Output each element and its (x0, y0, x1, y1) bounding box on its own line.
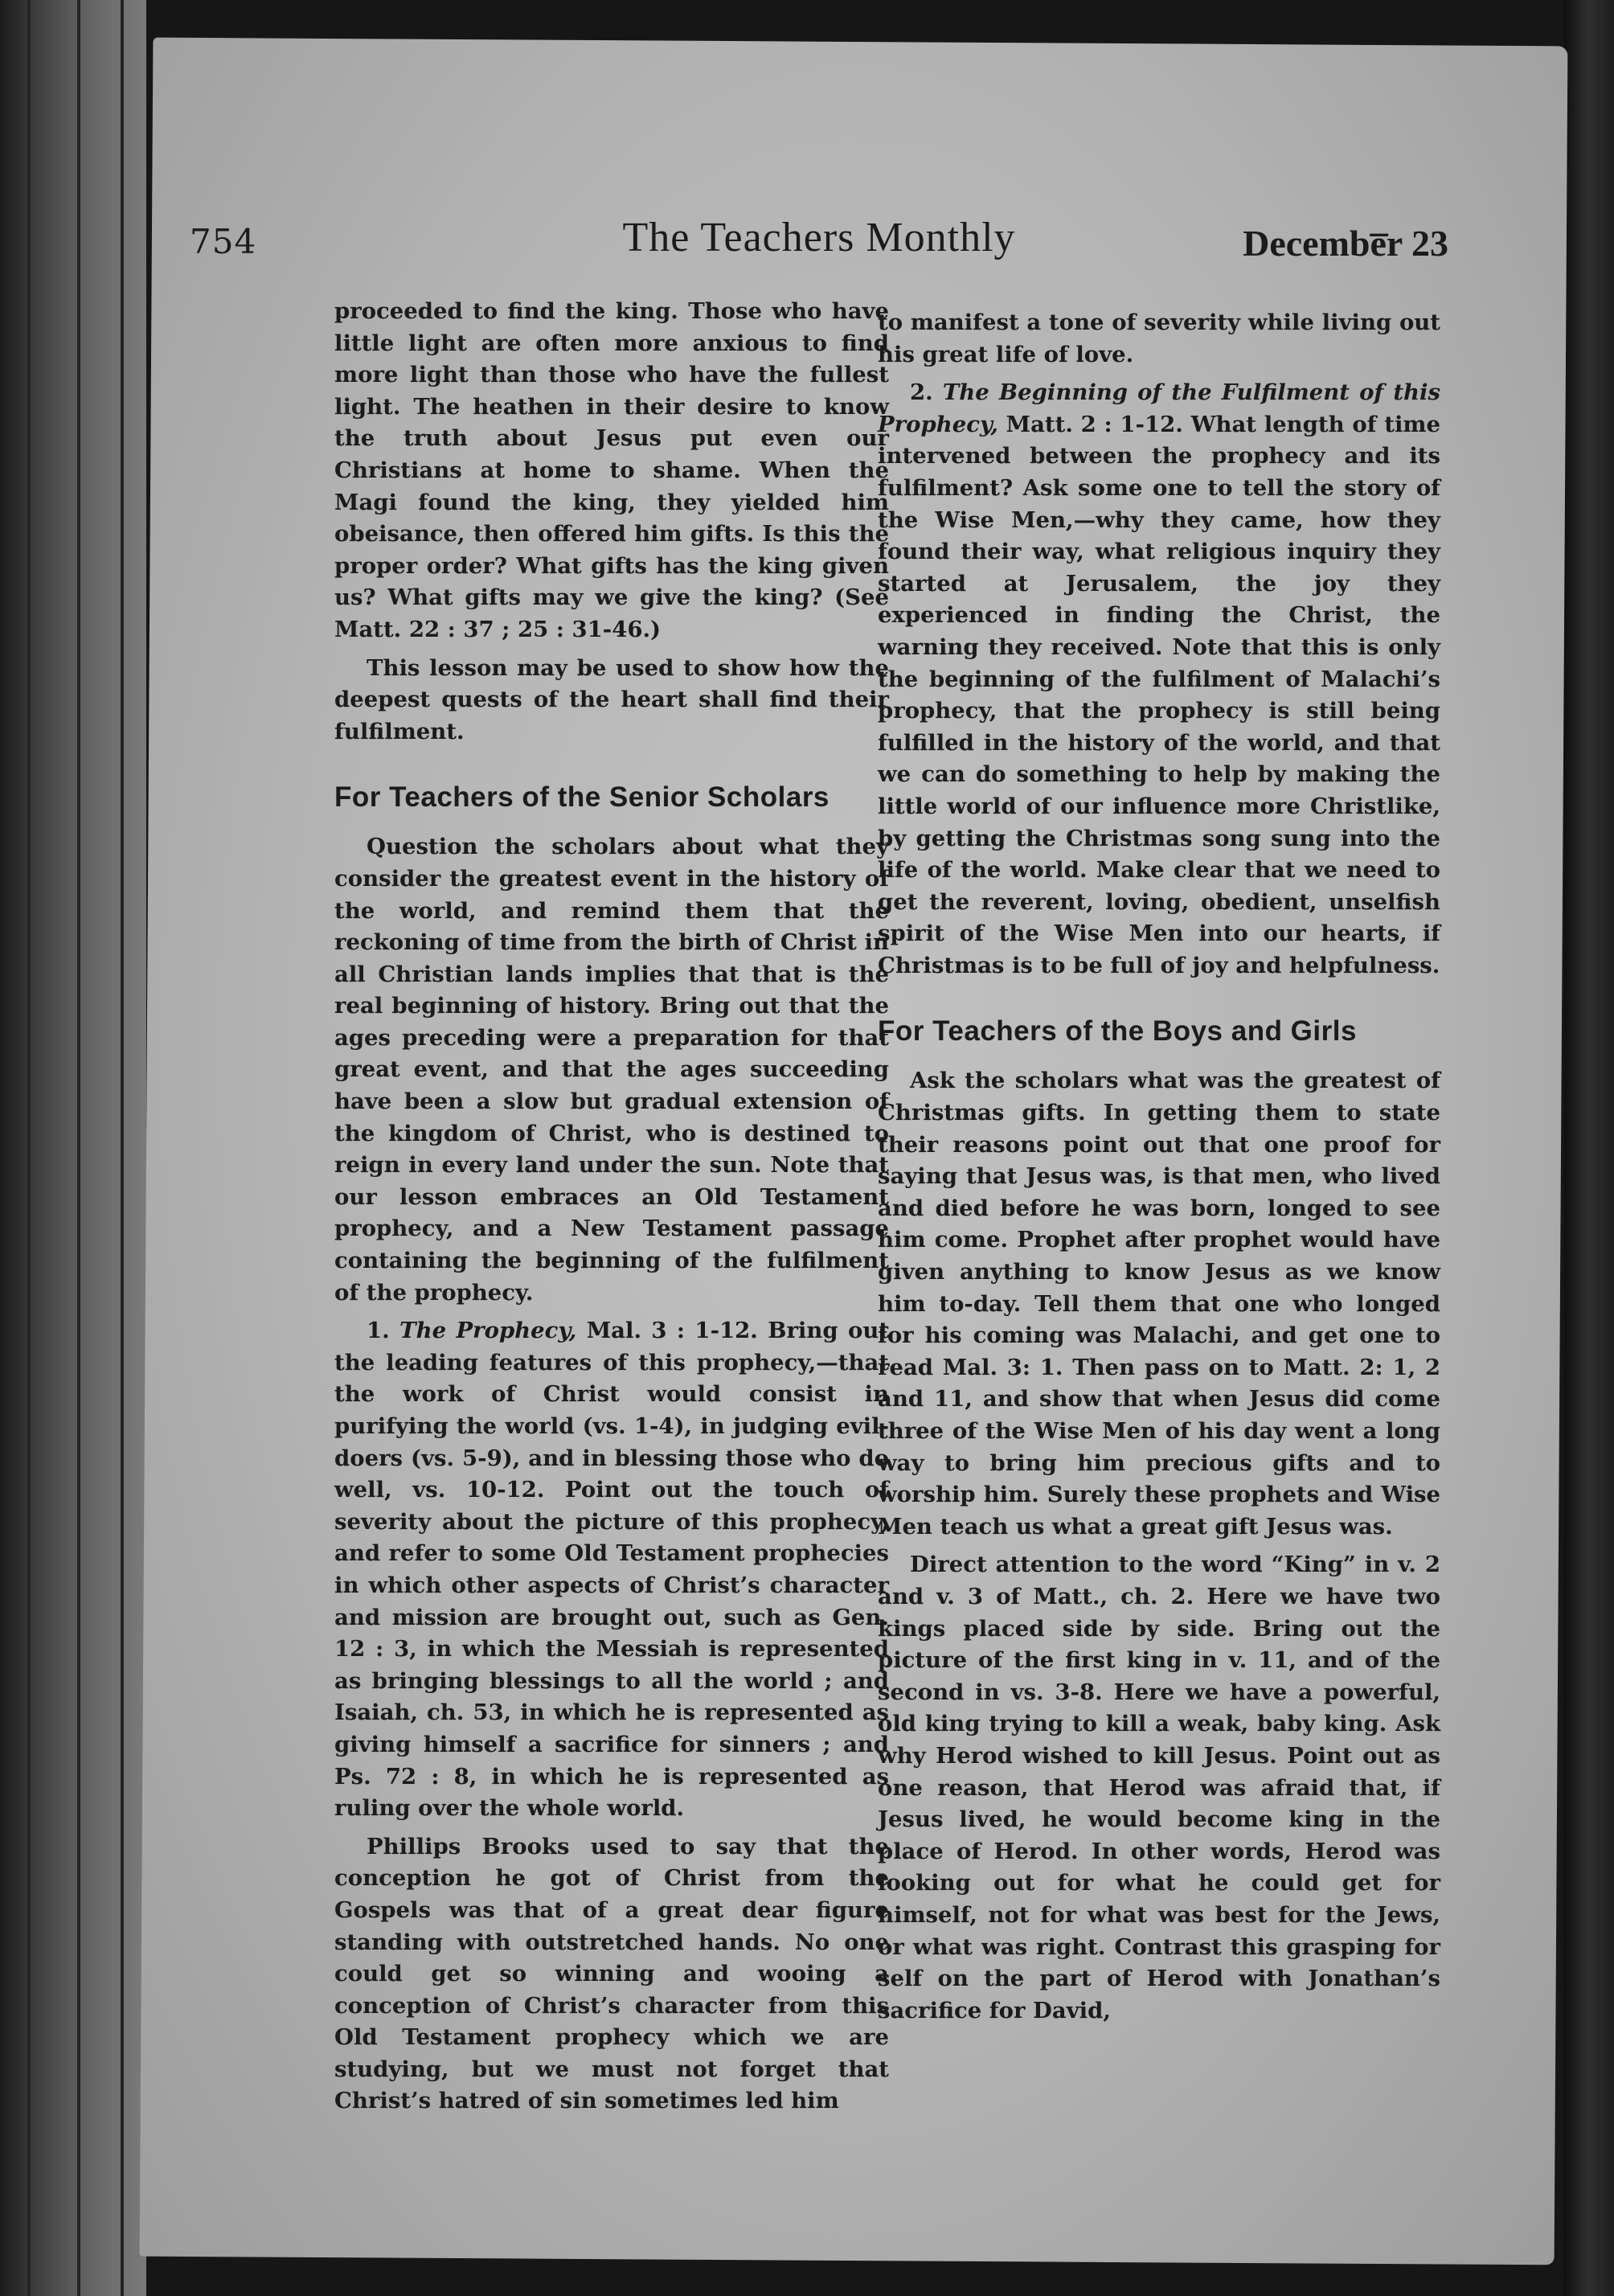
paragraph-text: Mal. 3 : 1-12. Bring out the leading features of this prophecy,—that the work of Christ would consist in purifying the world (vs. 1-4), in judging evil-doers (vs. 5-9), and in blessing those who do well, vs. 10-12. Point out the touch of severity about the picture of this prophecy, and refer to some Old Testament prophecies in which other aspects of Christ’s character and mission are brought out, such as Gen. 12 : 3, in which the Messiah is represented as bringing blessings to all the world ; and Isaiah, ch. 53, in which he is represented as giving himself a sacrifice for sinners ; and Ps. 72 : 8, in which he is represented as ruling over the whole world. (334, 1318, 890, 1822)
paragraph: Ask the scholars what was the greatest of Christmas gifts. In getting them to state their reasons point out that one proof for saying that Jesus was, is that men, who lived and died before he was born, longed to see him come. Prophet after prophet would have given anything to know Jesus as we know him to-day. Tell them that one who longed for his coming was Malachi, and get one to read Mal. 3: 1. Then pass on to Matt. 2: 1, 2 and 11, and show that when Jesus did come three of the Wise Men of his day went a long way to bring him precious gifts and to worship him. Surely these prophets and Wise Men teach us what a great gift Jesus was. (878, 1068, 1440, 1540)
paragraph: proceeded to find the king. Those who have little light are often more anxious to find more light than those who have the fullest light. The heathen in their desire to know the truth about Jesus put even our Christians at home to shame. When the Magi found the king, they yielded him obeisance, then offered him gifts. Is this the proper order? What gifts has the king given us? What gifts may we give the king? (See Matt. 22 : 37 ; 25 : 31-46.) (334, 298, 889, 642)
running-title: The Teachers Monthly (622, 215, 1016, 260)
item-number: 1. (367, 1318, 390, 1344)
section-heading: For Teachers of the Boys and Girls (878, 1015, 1357, 1048)
paragraph: Direct attention to the word “King” in v. 2 and v. 3 of Matt., ch. 2. Here we have two kings placed side by side. Bring out the picture of the first king in v. 11, and of the second in vs. 3-8. Here we have a powerful, old king trying to kill a weak, baby king. Ask why Herod wished to kill Jesus. Point out as one reason, that Herod was afraid that, if Jesus lived, he would become king in the place of Herod. In other words, Herod was looking out for what he could get for himself, not for what was best for the Jews, or what was right. Contrast this grasping for self on the part of Herod with Jonathan’s sacrifice for David, (878, 1552, 1440, 2023)
book-spine (0, 0, 146, 2296)
spine-edge-line (77, 0, 80, 2296)
paragraph-text: Matt. 2 : 1-12. What length of time intervened between the prophecy and its fulfilment? Ask some one to tell the story of the Wise Men,—why they came, how they found their way, what religious inquiry they started at Jerusalem, the joy they experienced in finding the Christ, the warning they received. Note that this is only the beginning of the fulfilment of Malachi’s prophecy, that the prophecy is still being fulfilled in the history of the world, and that we can do something to help by making the little world of our influence more Christlike, by getting the Christmas song sung into the life of the world. Make clear that we need to get the reverent, loving, obedient, unselfish spirit of the Wise Men into our hearts, if Christmas is to be full of joy and helpfulness. (878, 411, 1440, 978)
subsection-lead: The Beginning of the Fulfilment of this Prophecy, (878, 379, 1440, 437)
issue-date: Decembe̅r 23 (1243, 223, 1448, 264)
paragraph: This lesson may be used to show how the deepest quests of the heart shall find their fulfilment. (334, 654, 889, 744)
paragraph (334, 1315, 889, 1825)
paragraph (878, 377, 1440, 982)
paragraph: to manifest a tone of severity while living out his great life of love. (878, 310, 1440, 367)
page-number: 754 (190, 222, 257, 261)
facing-page-edge (1564, 0, 1614, 2296)
paragraph: Question the scholars about what they consider the greatest event in the history of the world, and remind them that the reckoning of time from the birth of Christ in all Christian lands implies that that is the real beginning of history. Bring out that the ages preceding were a preparation for that great event, and that the ages succeeding have been a slow but gradual extension of the kingdom of Christ, who is destined to reign in every land under the sun. Note that our lesson embraces an Old Testament prophecy, and a New Testament passage containing the beginning of the fulfilment of the prophecy. (334, 834, 889, 1306)
spine-edge-line (27, 0, 31, 2296)
section-heading: For Teachers of the Senior Scholars (334, 781, 830, 814)
spine-edge-line (121, 0, 124, 2296)
paragraph: Phillips Brooks used to say that the conception he got of Christ from the Gospels was that of a great dear figure standing with outstretched hands. No one could get so winning and wooing a conception of Christ’s character from this Old Testament prophecy which we are studying, but we must not forget that Christ’s hatred of sin sometimes led him (334, 1833, 889, 2114)
page-header (190, 209, 1448, 281)
subsection-lead: The Prophecy, (399, 1318, 577, 1344)
right-column (878, 307, 1440, 2033)
left-column (334, 296, 889, 2124)
item-number: 2. (910, 379, 933, 406)
